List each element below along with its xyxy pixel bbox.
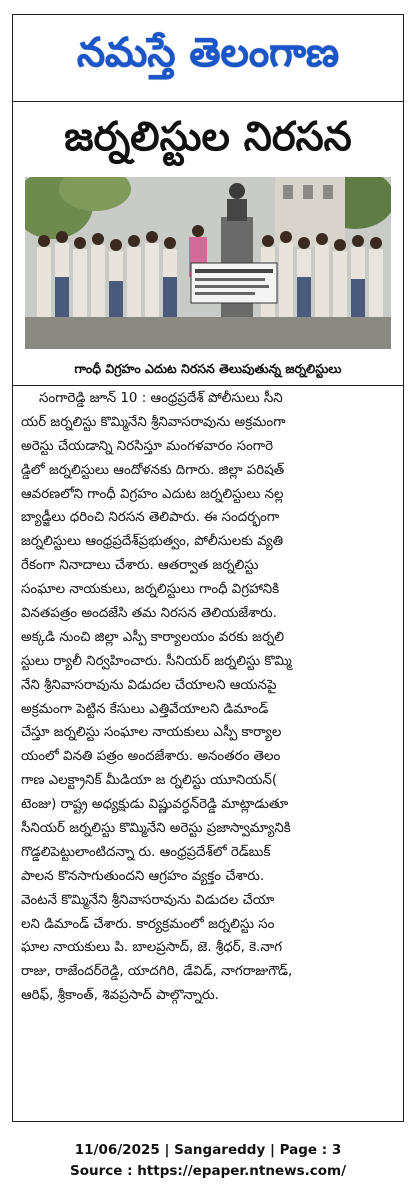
article-line: వెంటనే కొమ్మినేని శ్రీనివాసరావును విడుదల చేయా xyxy=(21,892,275,908)
article-line: స్టులు ర్యాలీ నిర్వహించారు. సీనియర్ జర్నలిస్టు కొమ్మి xyxy=(21,653,292,669)
photo-caption: గాంధీ విగ్రహం ఎదుట నిరసన తెలుపుతున్న జర్నలిస్టులు xyxy=(13,355,403,386)
article-line: సంగారెడ్డి జూన్ 10 : ఆంధ్రప్రదేశ్ పోలీసులు సీని xyxy=(39,391,283,406)
article-line: చేస్తూ జర్నలిస్టు సంఘాల నాయకులు ఎస్పీ కార్యాల xyxy=(21,725,282,741)
article-line: యర్ జర్నలిస్టు కొమ్మినేని శ్రీనివాసరావును అక్రమంగా xyxy=(21,414,286,430)
article-line: టెంజు) రాష్ట్ర అధ్యక్షుడు విష్ణువర్ధన్‌రెడ్డి మాట్లాడుతూ xyxy=(21,797,289,813)
footer-source-line: Source : https://epaper.ntnews.com/ xyxy=(69,1163,347,1179)
article-line: ఆరిఫ్, శ్రీకాంత్, శివప్రసాద్ పాల్గొన్నారు. xyxy=(21,988,219,1004)
source-footer xyxy=(0,1140,416,1182)
article-line: సీనియర్ జర్నలిస్టు కొమ్మినేని అరెస్టు ప్రజాస్వామ్యానికి xyxy=(21,821,291,837)
article-line: రేకంగా నినాదాలు చేశారు. ఆతర్వాత జర్నలిస్టు xyxy=(21,558,259,574)
news-clipping xyxy=(12,14,404,1122)
article-line: అరెస్టు చేయడాన్ని నిరసిస్తూ మంగళవారం సంగారె xyxy=(21,438,274,454)
article-line: వినతపత్రం అందజేసి తమ నిరసన తెలియజేశారు. xyxy=(21,606,277,622)
article-line: ఘాల నాయకులు పి. బాలప్రసాద్, జె. శ్రీధర్, కె.నాగ xyxy=(21,940,283,956)
article-line: సంఘాల నాయకులు, జర్నలిస్టులు గాంధీ విగ్రహానికి xyxy=(21,582,280,598)
article-line: బ్యాడ్జీలు ధరించి నిరసన తెలిపారు. ఈ సందర్భంగా xyxy=(21,510,280,526)
headline xyxy=(13,111,403,173)
footer-date-line: 11/06/2025 | Sangareddy | Page : 3 xyxy=(74,1142,342,1158)
article-line: రాజు, రాజేందర్‌రెడ్డి, యాదగిరి, డేవిడ్, నాగరాజుగౌడ్, xyxy=(21,964,293,980)
article-line: గొడ్డలిపెట్టులాంటిదన్నా రు. ఆంధ్రప్రదేశ్‌లో రెడ్‌బుక్ xyxy=(21,844,271,860)
article-line: డ్డిలో జర్నలిస్టులు ఆందోళనకు దిగారు. జిల్లా పరిషత్ xyxy=(21,462,285,478)
article-line: నేని శ్రీనివాసరావును విడుదల చేయాలని ఆయనపై xyxy=(21,677,277,693)
article-line: లని డిమాండ్ చేశారు. కార్యక్రమంలో జర్నలిస్టు సం xyxy=(21,916,275,932)
protest-photo-illustration xyxy=(25,177,391,349)
masthead xyxy=(13,15,403,102)
article-line: ఆవరణలోని గాంధీ విగ్రహం ఎదుట జర్నలిస్టులు నల్ల xyxy=(21,486,284,502)
article-line: అక్రమంగా పెట్టిన కేసులు ఎత్తివేయాలని డిమాండ్ xyxy=(21,701,269,717)
news-photo xyxy=(25,177,391,349)
article-line: గాణ ఎలక్ట్రానిక్ మీడియా జ ర్నలిస్టు యూనియన్( xyxy=(21,773,278,789)
article-body xyxy=(21,387,397,1008)
article-line: పాలన కొనసాగుతుందని ఆగ్రహం వ్యక్తం చేశారు. xyxy=(21,868,265,884)
article-line: యంలో వినతి పత్రం అందజేశారు. అనంతరం తెలం xyxy=(21,749,281,765)
article-line: అక్కడి నుంచి జిల్లా ఎస్పీ కార్యాలయం వరకు జర్నలి xyxy=(21,629,285,645)
masthead-title: నమస్తే తెలంగాణ xyxy=(76,30,340,76)
headline-text: జర్నలిస్టుల నిరసన xyxy=(64,114,352,160)
article-line: జర్నలిస్టులు ఆంధ్రప్రదేశ్‌ప్రభుత్వం, పోలీసులకు వ్యతి xyxy=(21,534,284,550)
